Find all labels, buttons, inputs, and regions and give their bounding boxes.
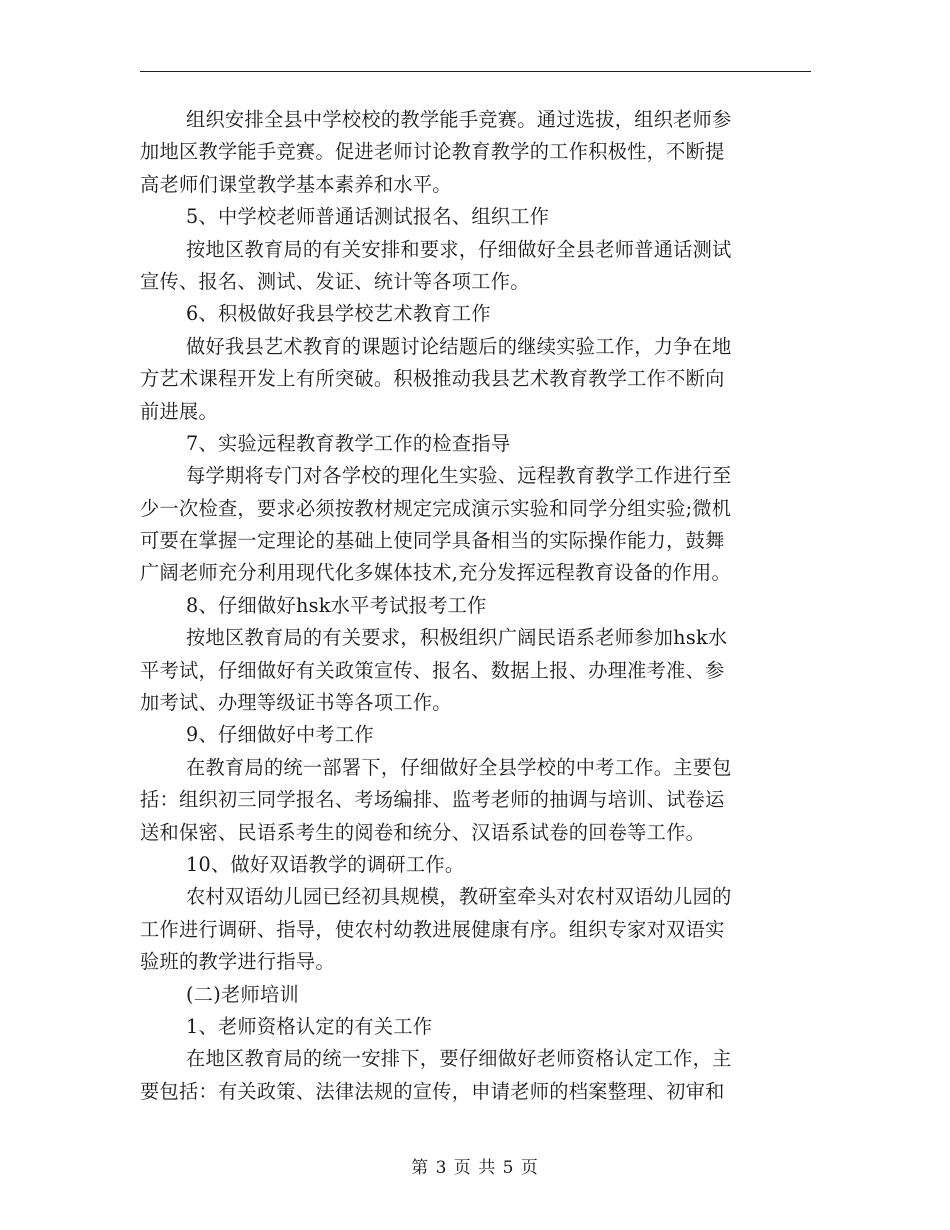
text-line: 10、做好双语教学的调研工作。: [186, 852, 465, 876]
text-line: 9、仔细做好中考工作: [186, 723, 374, 747]
text-line: 工作进行调研、指导，使农村幼教进展健康有序。组织专家对双语实: [140, 917, 725, 941]
text-line: 按地区教育局的有关安排和要求，仔细做好全县老师普通话测试: [186, 237, 732, 261]
text-line: 7、实验远程教育教学工作的检查指导: [186, 431, 511, 455]
text-line: 做好我县艺术教育的课题讨论结题后的继续实验工作，力争在地: [186, 334, 732, 358]
header-rule: [140, 71, 811, 72]
text-line: 可要在掌握一定理论的基础上使同学具备相当的实际操作能力，鼓舞: [140, 529, 725, 553]
text-line: 在地区教育局的统一安排下，要仔细做好老师资格认定工作，主: [186, 1047, 732, 1071]
text-line: 高老师们课堂教学基本素养和水平。: [140, 172, 452, 196]
text-line: 要包括：有关政策、法律法规的宣传，申请老师的档案整理、初审和: [140, 1079, 725, 1103]
text-line: 宣传、报名、测试、发证、统计等各项工作。: [140, 269, 530, 293]
text-line: 括：组织初三同学报名、考场编排、监考老师的抽调与培训、试卷运: [140, 788, 725, 812]
text-line: 加地区教学能手竞赛。促进老师讨论教育教学的工作积极性，不断提: [140, 140, 725, 164]
text-line: 加考试、办理等级证书等各项工作。: [140, 691, 452, 715]
text-line: 5、中学校老师普通话测试报名、组织工作: [186, 205, 550, 229]
text-line: 验班的教学进行指导。: [140, 950, 335, 974]
text-line: 在教育局的统一部署下，仔细做好全县学校的中考工作。主要包: [186, 755, 732, 779]
text-line: 平考试，仔细做好有关政策宣传、报名、数据上报、办理准考准、参: [140, 658, 725, 682]
text-line: 按地区教育局的有关要求，积极组织广阔民语系老师参加hsk水: [186, 626, 728, 650]
text-line: 1、老师资格认定的有关工作: [186, 1014, 433, 1038]
text-line: 8、仔细做好hsk水平考试报考工作: [186, 593, 487, 617]
text-line: 前进展。: [140, 399, 218, 423]
text-line: 广阔老师充分利用现代化多媒体技术,充分发挥远程教育设备的作用。: [140, 561, 732, 585]
text-line: 方艺术课程开发上有所突破。积极推动我县艺术教育教学工作不断向: [140, 367, 725, 391]
text-line: 6、积极做好我县学校艺术教育工作: [186, 302, 491, 326]
text-line: 农村双语幼儿园已经初具规模，教研室牵头对农村双语幼儿园的: [186, 885, 732, 909]
text-line: (二)老师培训: [186, 982, 300, 1006]
document-body: [140, 104, 811, 1108]
text-line: 每学期将专门对各学校的理化生实验、远程教育教学工作进行至: [186, 464, 732, 488]
text-line: 组织安排全县中学校校的教学能手竞赛。通过选拔，组织老师参: [186, 108, 732, 131]
text-line: 少一次检查，要求必须按教材规定完成演示实验和同学分组实验;微机: [140, 496, 732, 520]
page-number-footer: 第 3 页 共 5 页: [411, 1158, 539, 1178]
text-line: 送和保密、民语系考生的阅卷和统分、汉语系试卷的回卷等工作。: [140, 820, 706, 844]
